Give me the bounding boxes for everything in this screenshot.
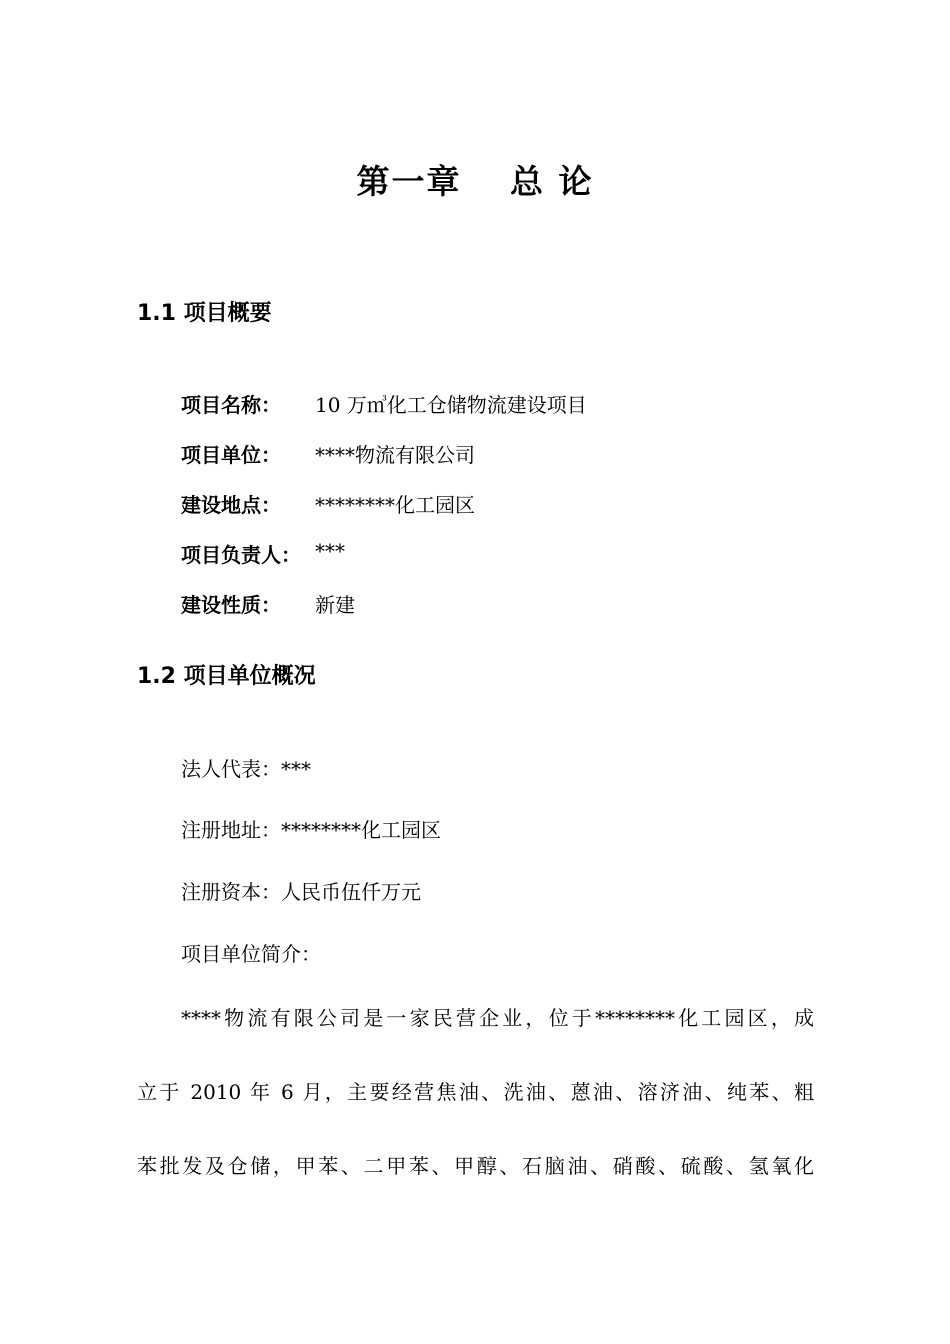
info-value: *** (315, 539, 345, 563)
text-line-reg-capital: 注册资本：人民币伍仟万元 (181, 880, 421, 904)
section-heading-overview: 1.1 项目概要 (137, 301, 272, 326)
paragraph-line: 立于 2010 年 6 月，主要经营焦油、洗油、蒽油、溶济油、纯苯、粗 (137, 1080, 814, 1104)
info-value: ********化工园区 (315, 493, 475, 517)
text-line-reg-address: 注册地址：********化工园区 (181, 818, 441, 842)
info-value: ****物流有限公司 (315, 443, 475, 467)
info-label: 项目负责人： (181, 543, 301, 567)
info-label: 项目名称： (181, 393, 281, 417)
chapter-title: 第一章 总 论 (356, 162, 594, 201)
info-label: 项目单位： (181, 443, 281, 467)
section-heading-unit-overview: 1.2 项目单位概况 (137, 664, 316, 689)
text-line-legal-rep: 法人代表：*** (181, 757, 311, 781)
paragraph-line: ****物流有限公司是一家民营企业，位于********化工园区，成 (181, 1006, 814, 1030)
info-label: 建设地点： (181, 493, 281, 517)
text-line-intro-label: 项目单位简介： (181, 942, 321, 966)
info-value: 新建 (315, 593, 355, 617)
info-label: 建设性质： (181, 593, 281, 617)
paragraph-line: 苯批发及仓储，甲苯、二甲苯、甲醇、石脑油、硝酸、硫酸、氢氧化 (137, 1154, 814, 1178)
info-value: 10 万㎥化工仓储物流建设项目 (315, 393, 587, 417)
